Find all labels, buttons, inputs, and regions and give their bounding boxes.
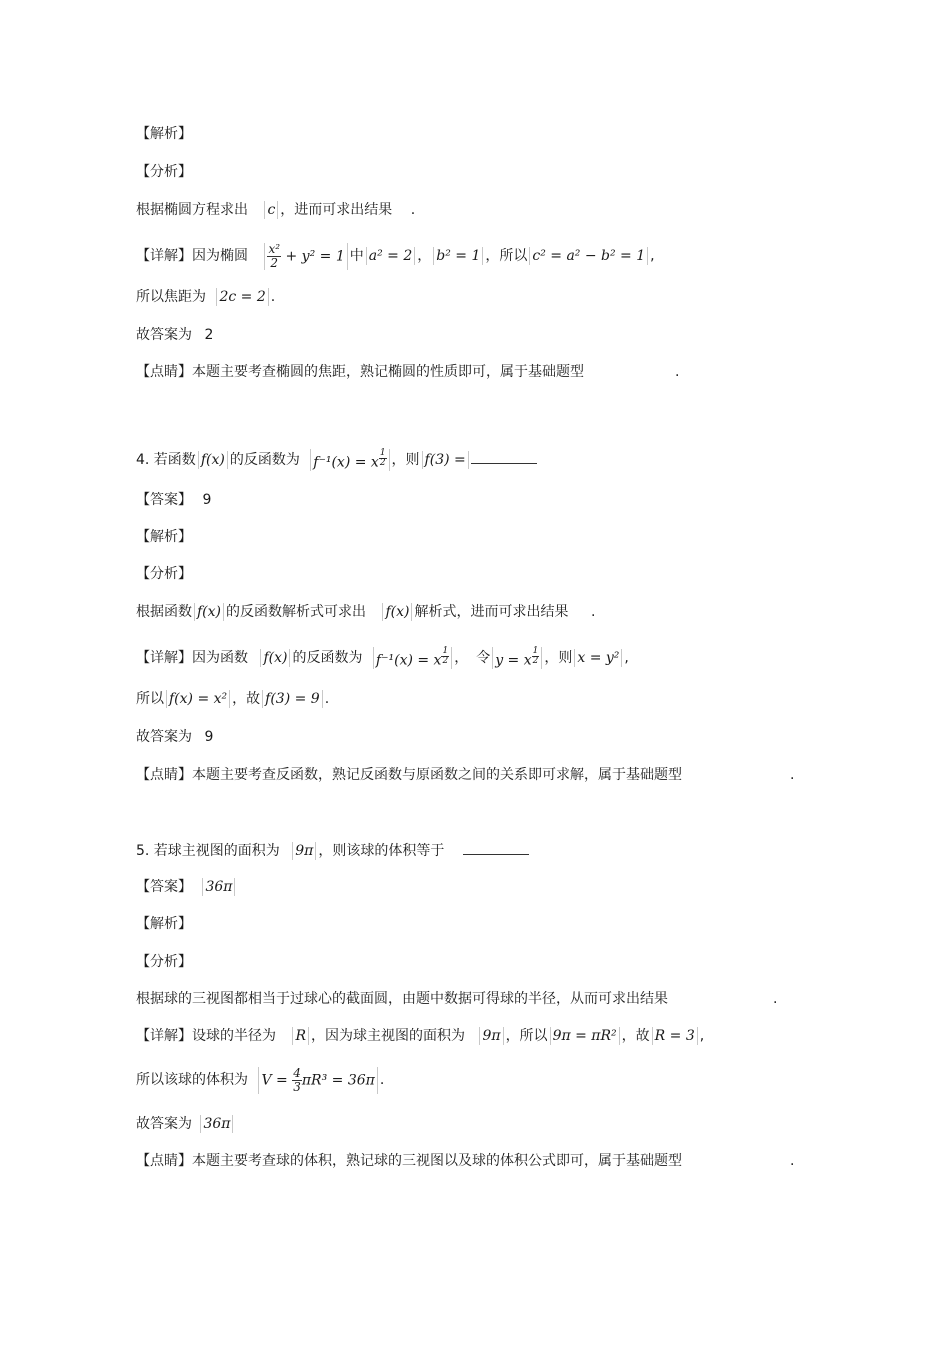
- math-x-eq: x = y²: [574, 649, 622, 667]
- daan-value: 9: [202, 492, 212, 508]
- analysis-text: 根据球的三视图都相当于过球心的截面圆，由题中数据可得球的半径，从而可求出结果: [136, 991, 668, 1007]
- answer-text: 故答案为: [136, 729, 192, 745]
- detail-text: 设球的半径为: [192, 1028, 276, 1044]
- math-f3-9: f(3) = 9: [262, 690, 323, 708]
- math-f3: f(3) =: [422, 451, 469, 469]
- analysis-post: 解析式，进而可求出结果: [414, 604, 569, 620]
- math-inverse: f⁻¹(x) = x $^{\frac{1}{2}}$: [310, 449, 389, 472]
- detail-text: 因为椭圆: [192, 248, 248, 264]
- volume-line: 所以该球的体积为 V = $\frac{4}{3}$ πR³ = 36π .: [136, 1065, 385, 1094]
- question-5-text: 5. 若球主视图的面积为: [136, 843, 280, 859]
- suoyi-text: 所以: [136, 691, 164, 707]
- analysis-line: [136, 200, 415, 220]
- jiexi-label: 【解析】: [136, 529, 192, 545]
- fenxi-label: 【分析】: [136, 954, 192, 970]
- question-4-mid: 的反函数为: [229, 452, 300, 468]
- answer-blank: [471, 449, 537, 464]
- dianjing-text: 本题主要考查球的体积，熟记球的三视图以及球的体积公式即可，属于基础题型: [192, 1153, 682, 1169]
- math-y-eq: y = x $^{\frac{1}{2}}$: [492, 647, 542, 670]
- answer-text: 故答案为: [136, 1116, 192, 1132]
- math-c: c: [264, 201, 278, 219]
- fenxi-label: 【分析】: [136, 566, 192, 582]
- math-a2: a² = 2: [366, 247, 416, 265]
- math-9pi: 9π: [292, 842, 316, 860]
- math-fx: f(x): [382, 603, 412, 621]
- period: .: [790, 1153, 795, 1169]
- section-fenxi: [136, 162, 192, 182]
- detail-line: 【详解】因为函数 f(x) 的反函数为 f⁻¹(x) = x $^{\frac{1}{2}}$ ， 令 y = x $^{\frac{1}{2}}$ ，则 x = y² ,: [136, 645, 629, 669]
- ze-text: ，则: [544, 650, 573, 666]
- result-line: 所以 f(x) = x² ，故 f(3) = 9 .: [136, 691, 330, 707]
- detail-label: 【详解】: [136, 650, 192, 666]
- math-R: R: [292, 1027, 309, 1045]
- daan-label: 【答案】: [136, 879, 192, 895]
- detail-label: 【详解】: [136, 1028, 192, 1044]
- dianjing-text: 本题主要考查反函数，熟记反函数与原函数之间的关系即可求解，属于基础题型: [192, 767, 682, 783]
- dianjing-line: [136, 1151, 682, 1171]
- ellipse-equation: $\frac{\text{x²}}{2}$ + y² = 1: [264, 243, 347, 270]
- detail-label: 【详解】: [136, 248, 192, 264]
- dianjing-line: [136, 765, 682, 785]
- math-b2: b² = 1: [433, 247, 483, 265]
- math-fx: f(x): [198, 451, 228, 469]
- daan-label: 【答案】: [136, 492, 192, 508]
- fenxi-label: 【分析】: [136, 164, 192, 180]
- volume-text: 所以该球的体积为: [136, 1072, 248, 1088]
- math-c2: c² = a² − b² = 1: [529, 247, 648, 265]
- section-jiexi: [136, 124, 192, 144]
- ling-text: 令: [476, 650, 491, 666]
- gu-text: ，故: [621, 1028, 650, 1044]
- focal-text: 所以焦距为: [136, 289, 206, 305]
- analysis-rest: ，进而可求出结果: [280, 202, 393, 218]
- section-fenxi: [136, 564, 192, 584]
- math-fx: f(x): [194, 603, 224, 621]
- section-fenxi: [136, 952, 192, 972]
- period: .: [773, 991, 778, 1007]
- answer-value: 2: [204, 327, 214, 343]
- daan-value: 36π: [202, 878, 235, 896]
- question-4: [136, 440, 537, 480]
- math-R3: R = 3: [652, 1027, 698, 1045]
- math-9pi: 9π: [479, 1027, 503, 1045]
- section-jiexi: [136, 527, 192, 547]
- dianjing-line: [136, 362, 584, 382]
- math-2c: 2c = 2: [216, 288, 268, 306]
- answer-value: 9: [204, 729, 214, 745]
- detail-text: 因为函数: [192, 650, 248, 666]
- math-eq1: 9π = πR²: [550, 1027, 620, 1045]
- period: .: [410, 202, 416, 218]
- question-4-text: 4. 若函数: [136, 452, 196, 468]
- detail-line: 【详解】因为椭圆 $\frac{\text{x²}}{2}$ + y² = 1 中 a² = 2 ， b² = 1 ，所以 c² = a² − b² = 1 ,: [136, 241, 655, 270]
- question-5-post: ，则该球的体积等于: [318, 843, 445, 859]
- period: .: [790, 767, 795, 783]
- answer-line: [136, 325, 213, 345]
- jiexi-label: 【解析】: [136, 916, 192, 932]
- daan-line: [136, 877, 237, 897]
- jiexi-label: 【解析】: [136, 126, 192, 142]
- suoyi-text: ，所以: [505, 1028, 548, 1044]
- detail-mid: ，因为球主视图的面积为: [311, 1028, 465, 1044]
- math-inverse: f⁻¹(x) = x $^{\frac{1}{2}}$: [373, 647, 452, 670]
- dianjing-label: 【点睛】: [136, 364, 192, 380]
- math-fx: f(x): [260, 649, 290, 667]
- suoyi-text: ，所以: [485, 248, 528, 264]
- answer-line: [136, 1114, 235, 1134]
- dianjing-text: 本题主要考查椭圆的焦距，熟记椭圆的性质即可，属于基础题型: [192, 364, 584, 380]
- period: .: [590, 604, 596, 620]
- dianjing-label: 【点睛】: [136, 767, 192, 783]
- analysis-text: 根据椭圆方程求出: [136, 202, 248, 218]
- dianjing-label: 【点睛】: [136, 1153, 192, 1169]
- question-4-then: ，则: [391, 452, 420, 468]
- zhong-text: 中: [349, 248, 364, 264]
- answer-text: 故答案为: [136, 327, 192, 343]
- section-jiexi: [136, 914, 192, 934]
- gu-text: ，故: [232, 691, 261, 707]
- question-5: [136, 840, 529, 861]
- analysis-line: [136, 602, 595, 622]
- math-volume: V = $\frac{4}{3}$ πR³ = 36π: [258, 1067, 377, 1094]
- analysis-line: [136, 989, 668, 1009]
- answer-blank: [463, 840, 529, 855]
- detail-mid: 的反函数为: [292, 650, 363, 666]
- period: .: [675, 364, 680, 380]
- analysis-mid: 的反函数解析式可求出: [226, 604, 367, 620]
- detail-line: 【详解】设球的半径为 R ，因为球主视图的面积为 9π ，所以 9π = πR² ，故 R = 3 ,: [136, 1028, 705, 1044]
- answer-value: 36π: [200, 1115, 233, 1133]
- analysis-text: 根据函数: [136, 604, 192, 620]
- daan-line: [136, 490, 211, 510]
- answer-line: [136, 727, 213, 747]
- math-fx2: f(x) = x²: [166, 690, 230, 708]
- focal-line: 所以焦距为 2c = 2 .: [136, 289, 276, 305]
